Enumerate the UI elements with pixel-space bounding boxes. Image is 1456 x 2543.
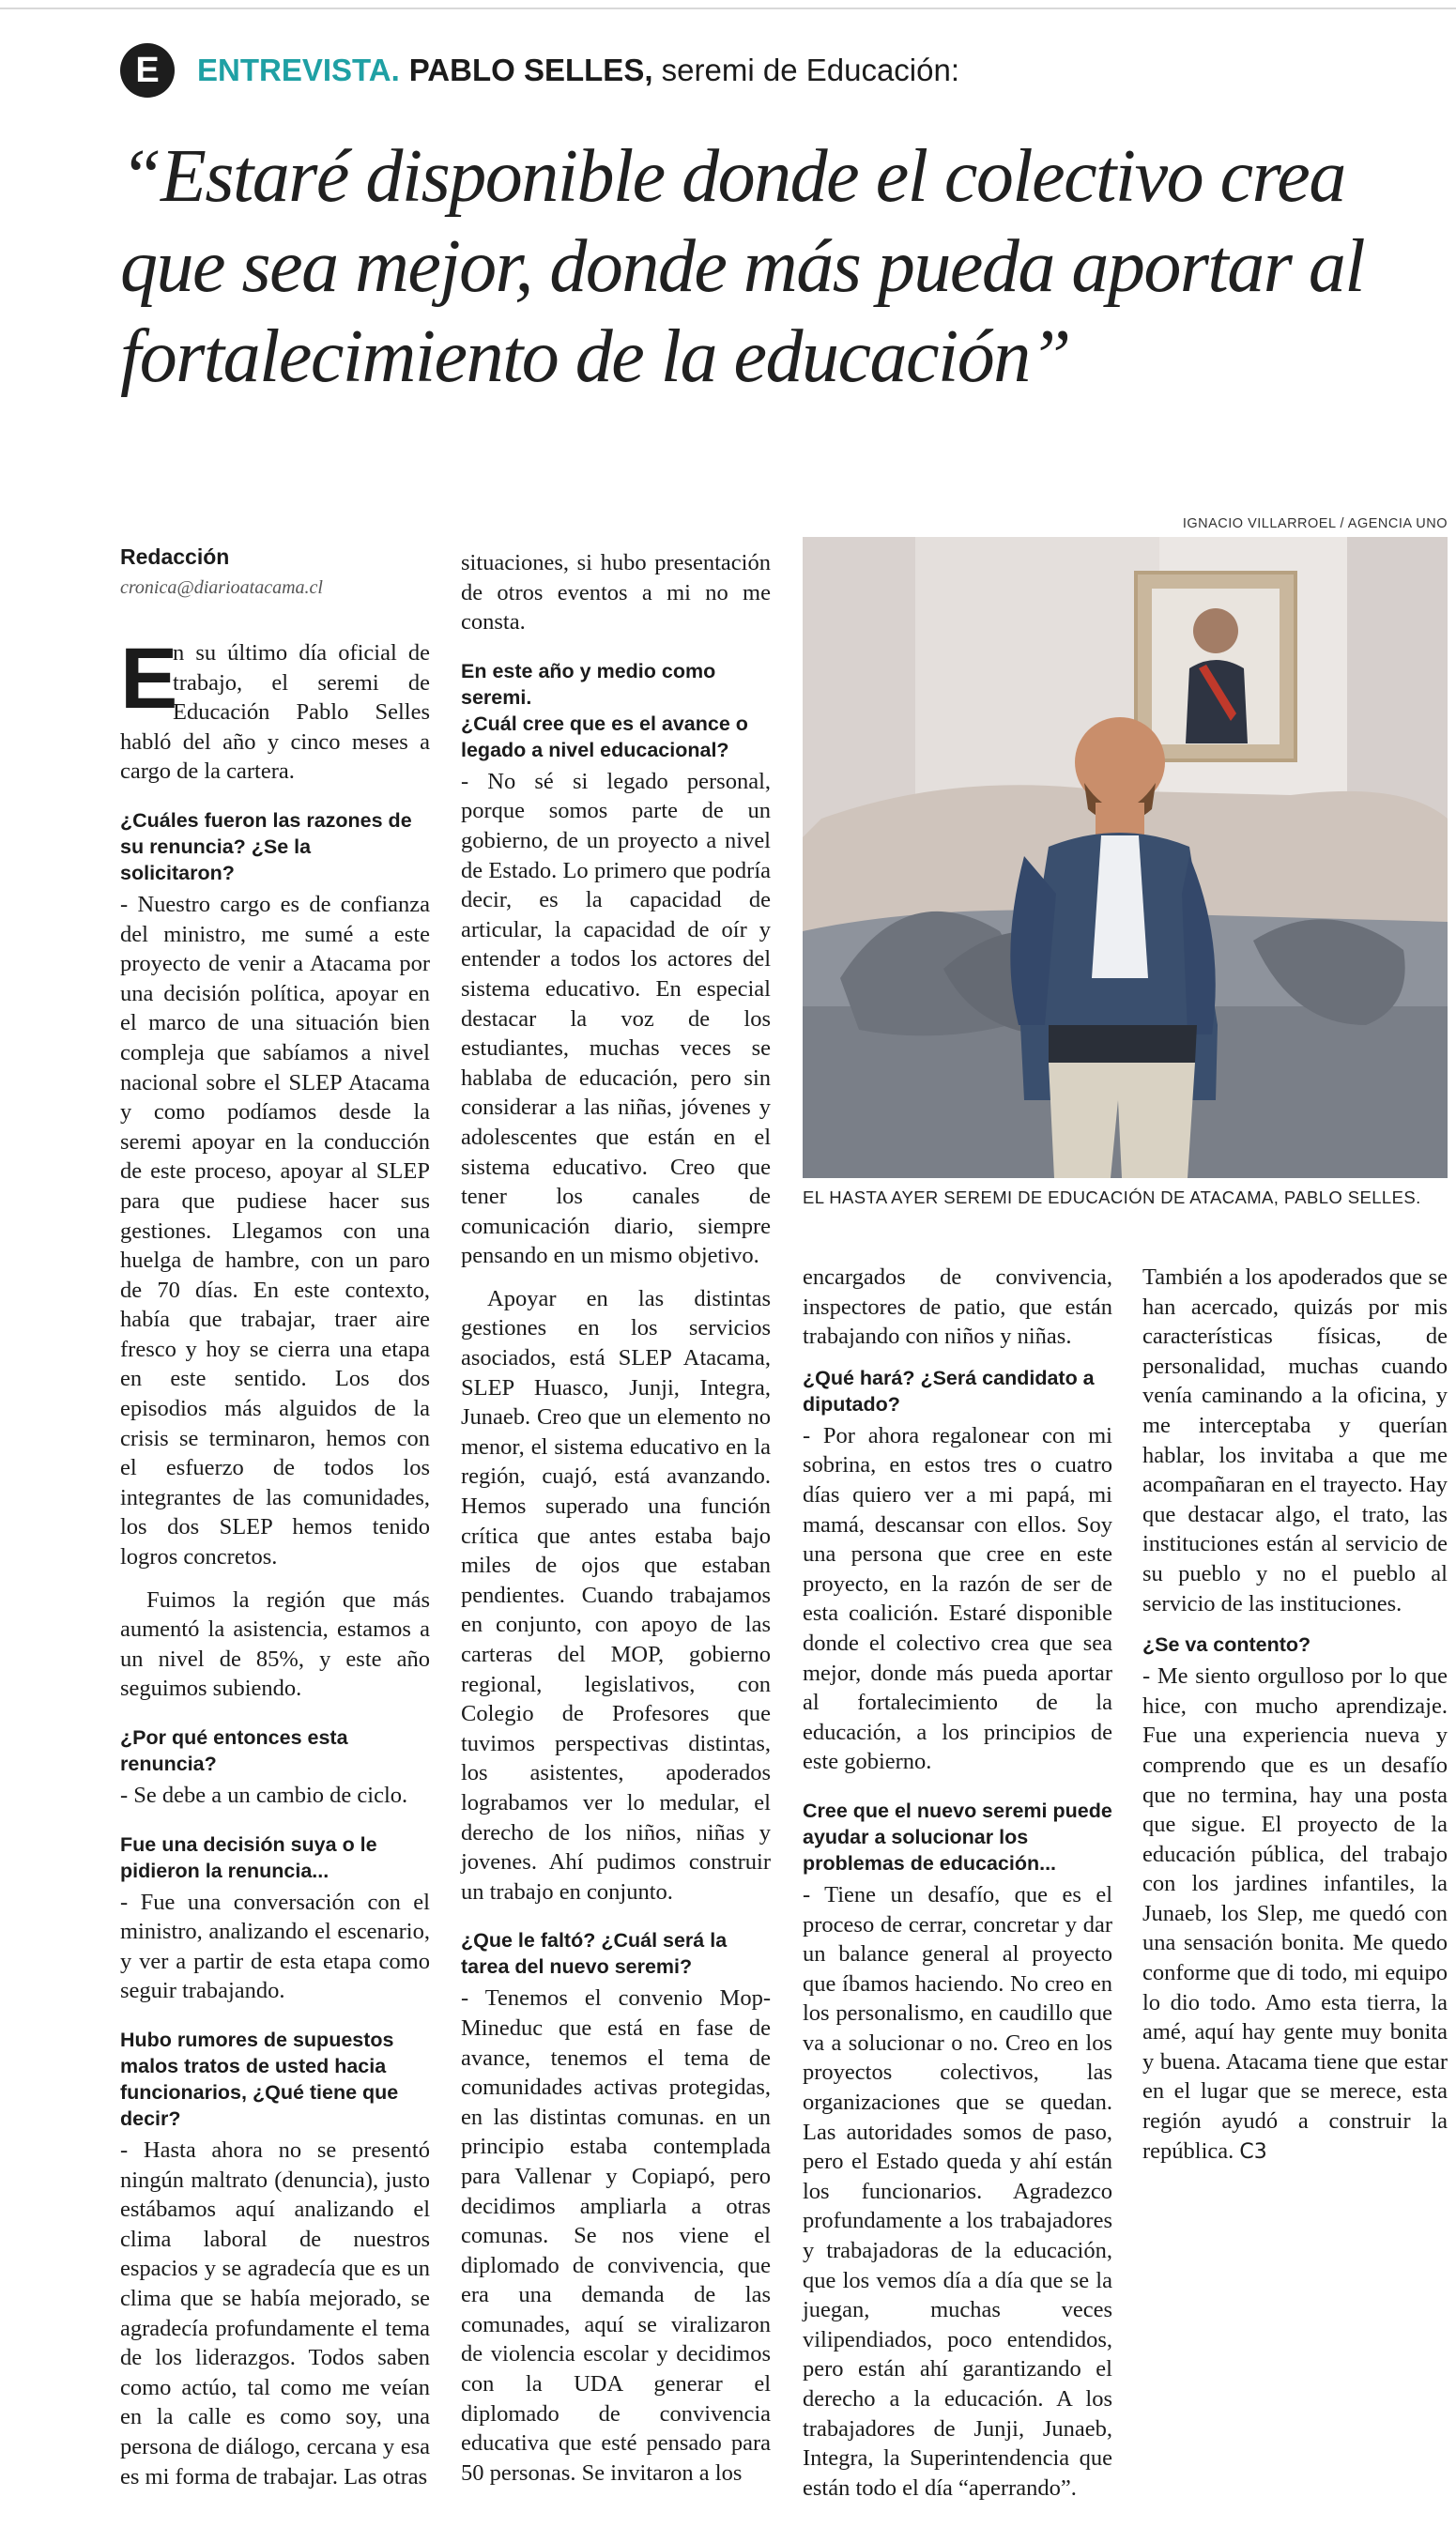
article-column-1 — [120, 631, 430, 2505]
article-column-4 — [1142, 1263, 1448, 2180]
section-kicker — [120, 39, 959, 101]
answer-9 — [1142, 1662, 1448, 2167]
answer-6: - Tenemos el convenio Mop-Mineduc que está en fase de avance, tenemos el tema de comunidades activas protegidas, en las distintas comunas. en un principio estaba contemplada para Vallenar y Copiapó, pero decidimos ampliarla a otras comunas. Se nos viene el diplomado de convivencia, que era una demanda de las comunades, aquí se viralizaron de violencia escolar y decidimos con la UDA generar el diplomado de convivencia educativa que esté pensado para 50 personas. Se invitaron a los — [461, 1985, 771, 2486]
question-7: ¿Qué hará? ¿Será candidato a diputado? — [803, 1366, 1095, 1416]
kicker-person-name: PABLO SELLES, — [408, 53, 653, 87]
drop-cap: E — [120, 631, 178, 727]
answer-1: - Nuestro cargo es de confianza del ministro, me sumé a este proyecto de venir a Atacama por una decisión política, apoyar en el marco de una situación bien compleja que sabíamos a nivel nacional sobre el SLEP Atacama y como podíamos desde la seremi apoyar en la conducción de este proceso, apoyar al SLEP para que pudiese hacer sus gestiones. Llegamos con una huelga de hambre, con un paro de 70 días. En este contexto, había que trabajar, traer aire fresco y hoy se cierra una etapa en este sentido. Los dos episodios más alguidos de la crisis se terminaron, hemos con el esfuerzo de todos los integrantes de las comunidades, los dos SLEP hemos tenido logros concretos. — [120, 891, 430, 1570]
answer-8-continued: También a los apoderados que se han acercado, quizás por mis características físicas, de personalidad, muchas cuando venía caminando a la oficina, y me interceptaba y querían hablar, los invitaba a que me acompañaran en el trayecto. Hay que destacar algo, el trato, las instituciones están al servicio de su pueblo y no el pueblo al servicio de las instituciones. — [1142, 1264, 1448, 1616]
question-4: Hubo rumores de supuestos malos tratos de usted hacia funcionarios, ¿Qué tiene que decir? — [120, 2028, 399, 2130]
kicker-person-role: seremi de Educación: — [661, 53, 960, 87]
article-column-3 — [803, 1263, 1112, 2516]
question-3: Fue una decisión suya o le pidieron la renuncia... — [120, 1832, 377, 1882]
answer-4: - Hasta ahora no se presentó ningún maltrato (denuncia), justo estábamos aquí analizando el clima laboral de nuestros espacios y se agradecía que es un clima que se había mejorado, se agradecía profundamente el tema de los liderazgos. Todos saben como actúo, tal como me veían en la calle es como soy, una persona de diálogo, cercana y esa es mi forma de trabajar. Las otras — [120, 2137, 430, 2489]
answer-1-continued: Fuimos la región que más aumentó la asistencia, estamos a un nivel de 85%, y este año seguimos subiendo. — [120, 1586, 430, 1702]
photo-caption: EL HASTA AYER SEREMI DE EDUCACIÓN DE ATACAMA, PABLO SELLES. — [803, 1187, 1421, 1207]
portrait-photo — [803, 537, 1448, 1178]
question-5: ¿Cuál cree que es el avance o legado a nivel educacional? — [461, 712, 748, 761]
question-2: ¿Por qué entonces esta renuncia? — [120, 1726, 348, 1775]
answer-4-continued: situaciones, si hubo presentación de otros eventos a mi no me consta. — [461, 550, 771, 636]
question-6: ¿Que le faltó? ¿Cuál será la tarea del nuevo seremi? — [461, 1929, 728, 1979]
answer-6-continued: encargados de convivencia, inspectores de patio, que están trabajando con niños y niñas. — [803, 1264, 1112, 1350]
answer-5-continued: Apoyar en las distintas gestiones en los servicios asociados, está SLEP Atacama, SLEP Huasco, Junji, Integra, Junaeb. Creo que un elemento no menor, el sistema educativo en la región, cuajó, está avanzando. Hemos superado una función crítica que antes estaba bajo miles de ojos que estaban pendientes. Cuando trabajamos en conjunto, con apoyo de las carteras del MOP, gobierno regional, legislativos, con Colegio de Profesores que tuvimos perspectivas distintas, los asistentes, apoderados lograbamos ver lo medular, el derecho de los niños, niñas y jovenes. Ahí pudimos construir un trabajo en conjunto. — [461, 1285, 771, 1905]
question-9: ¿Se va contento? — [1142, 1633, 1311, 1657]
answer-8: - Tiene un desafío, que es el proceso de cerrar, concretar y dar un balance general al proyecto que íbamos haciendo. No creo en los personalismo, en caudillo que va a solucionar o no. Creo en los proyectos colectivos, las organizaciones que se quedan. Las autoridades somos de paso, pero el Estado queda y ahí están los funcionarios. Agradezco profundamente a los trabajadores y trabajadoras de la educación, que los vemos día a día que se la juegan, muchas veces vilipendiados, poco entendidos, pero están ahí garantizando el derecho a la educación. A los trabajadores de Junji, Junaeb, Integra, la Superintendencia que están todo el día “aperrando”. — [803, 1881, 1112, 2501]
byline-author: Redacción — [120, 544, 230, 569]
kicker-text — [197, 53, 959, 88]
headline: “Estaré disponible donde el colectivo crea que sea mejor, donde más pueda aportar al fortalecimiento de la educación” — [120, 135, 1365, 398]
kicker-label: ENTREVISTA. — [197, 53, 400, 87]
answer-9-text: - Me siento orgulloso por lo que hice, con mucho aprendizaje. Fue una experiencia nueva y comprendo que es un desafío que no termina, hay una posta que sigue. El proyecto de la educación pública, del trabajo con los jardines infantiles, la Junaeb, los Slep, me quedó con una sensación bonita. Me quedo conforme que di todo, mi equipo lo dio todo. Amo esta tierra, la amé, aquí hay gente muy bonita y buena. Atacama tiene que estar en el lugar que se merece, esta región ayudó a construir la república. — [1142, 1663, 1448, 2164]
lead-text: n su último día oficial de trabajo, el seremi de Educación Pablo Selles habló del año y cinco meses a cargo de la cartera. — [120, 640, 430, 785]
answer-5: - No sé si legado personal, porque somos parte de un gobierno, de un proyecto a nivel de Estado. Lo primero que podría decir, es la capacidad de articular, la capacidad de oír y entender a todos los actores del sistema educativo. En especial destacar la voz de los estudiantes, muchas veces se hablaba de educación, pero sin considerar a las niñas, jóvenes y adolescentes que están en el sistema educativo. Creo que tener los canales de comunicación diario, siempre pensando en un mismo objetivo. — [461, 768, 771, 1269]
section-badge: E — [120, 43, 175, 98]
section-lead-5: En este año y medio como seremi. — [461, 659, 716, 709]
top-rule — [0, 0, 1456, 9]
end-mark: C3 — [1239, 2139, 1267, 2164]
answer-3: - Fue una conversación con el ministro, analizando el escenario, y ver a partir de esta etapa como seguir trabajando. — [120, 1889, 430, 2004]
byline — [120, 544, 430, 599]
question-8: Cree que el nuevo seremi puede ayudar a solucionar los problemas de educación... — [803, 1799, 1112, 1875]
article-column-2 — [461, 548, 771, 2501]
lead-paragraph — [120, 631, 430, 787]
portrait-illustration — [803, 537, 1448, 1178]
answer-7: - Por ahora regalonear con mi sobrina, en estos tres o cuatro días quiero ver a mi papá, mi mamá, descansar con ellos. Soy una persona que cree en este proyecto, en la razón de ser de esta coalición. Estaré disponible donde el colectivo crea que sea mejor, donde más pueda aportar al fortalecimiento de la educación, a los principios de este gobierno. — [803, 1422, 1112, 1775]
photo-credit: IGNACIO VILLARROEL / AGENCIA UNO — [1182, 516, 1448, 531]
question-1: ¿Cuáles fueron las razones de su renuncia? ¿Se la solicitaron? — [120, 808, 412, 884]
answer-2: - Se debe a un cambio de ciclo. — [120, 1783, 408, 1808]
byline-email[interactable]: cronica@diarioatacama.cl — [120, 577, 323, 598]
